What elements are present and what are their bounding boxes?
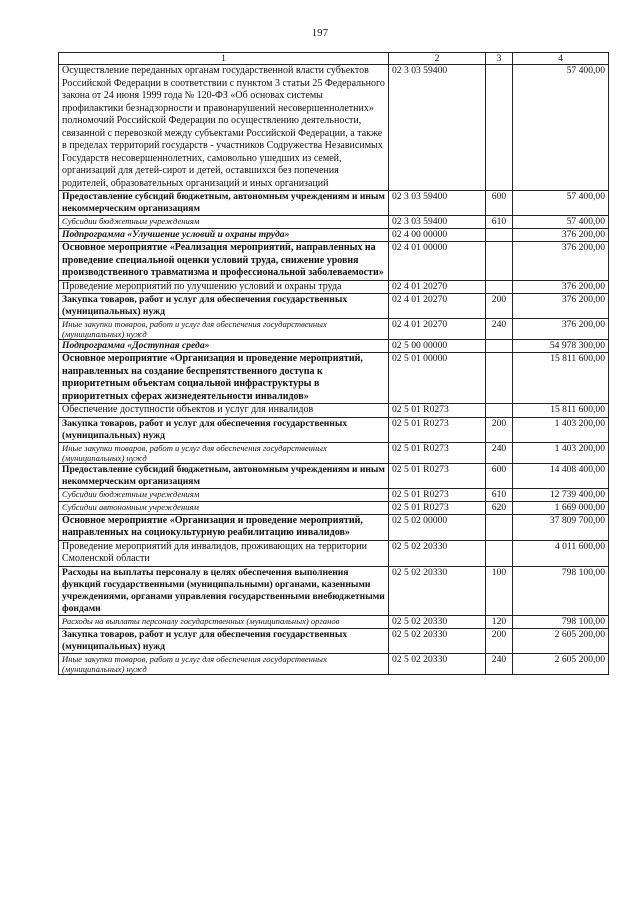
row-name-cell: Подпрограмма «Улучшение условий и охраны труда» <box>59 229 389 242</box>
row-name-cell: Иные закупки товаров, работ и услуг для обеспечения государственных (муниципальных) нужд <box>59 319 389 340</box>
row-name-cell: Проведение мероприятий для инвалидов, проживающих на территории Смоленской области <box>59 540 389 566</box>
table-row <box>59 540 609 566</box>
row-expense-type-cell: 620 <box>486 501 513 514</box>
row-expense-type-cell <box>486 242 513 281</box>
header-sum: 4 <box>513 53 609 65</box>
row-expense-type-cell <box>486 404 513 418</box>
row-code-cell: 02 5 01 R0273 <box>389 463 486 488</box>
row-name-cell: Расходы на выплаты персоналу государственных (муниципальных) органов <box>59 615 389 628</box>
row-code-cell: 02 5 02 20330 <box>389 615 486 628</box>
row-name-cell: Закупка товаров, работ и услуг для обеспечения государственных (муниципальных) нужд <box>59 628 389 653</box>
row-expense-type-cell: 200 <box>486 417 513 442</box>
row-expense-type-cell: 120 <box>486 615 513 628</box>
table-row <box>59 566 609 615</box>
row-expense-type-cell <box>486 340 513 353</box>
row-expense-type-cell <box>486 353 513 404</box>
table-row <box>59 340 609 353</box>
row-name-cell: Основное мероприятие «Организация и проведение мероприятий, направленных на социокультурную реабилитацию инвалидов» <box>59 514 389 540</box>
row-sum-cell: 2 605 200,00 <box>513 628 609 653</box>
row-code-cell: 02 5 02 00000 <box>389 514 486 540</box>
table-row <box>59 514 609 540</box>
row-name-cell: Проведение мероприятий по улучшению условий и охраны труда <box>59 280 389 294</box>
table-row <box>59 216 609 229</box>
row-code-cell: 02 3 03 59400 <box>389 65 486 191</box>
row-expense-type-cell <box>486 280 513 294</box>
header-code: 2 <box>389 53 486 65</box>
row-code-cell: 02 5 01 00000 <box>389 353 486 404</box>
row-code-cell: 02 5 01 R0273 <box>389 417 486 442</box>
row-sum-cell: 798 100,00 <box>513 615 609 628</box>
row-code-cell: 02 4 01 00000 <box>389 242 486 281</box>
row-sum-cell: 14 408 400,00 <box>513 463 609 488</box>
table-row <box>59 501 609 514</box>
row-expense-type-cell: 200 <box>486 294 513 319</box>
row-name-cell: Осуществление переданных органам государственной власти субъектов Российской Федерации в соответствии с пунктом 3 статьи 25 Федерального закона от 24 июня 1999 года № 120-ФЗ «Об основах системы профилактики безнадзорности и правонарушений несовершеннолетних» полномочий Российской Федерации по осуществлению деятельности, связанной с перевозкой между субъектами Российской Федерации, а также в пределах территорий государств - участников Содружества Независимых Государств несовершеннолетних, самовольно ушедших из семей, организаций для детей-сирот и детей, оставшихся без попечения родителей, образовательных организаций и иных организаций <box>59 65 389 191</box>
row-code-cell: 02 5 01 R0273 <box>389 404 486 418</box>
row-expense-type-cell <box>486 229 513 242</box>
table-row <box>59 280 609 294</box>
table-row <box>59 488 609 501</box>
row-sum-cell: 376 200,00 <box>513 229 609 242</box>
row-name-cell: Подпрограмма «Доступная среда» <box>59 340 389 353</box>
row-code-cell: 02 4 01 20270 <box>389 280 486 294</box>
table-row <box>59 65 609 191</box>
row-name-cell: Расходы на выплаты персоналу в целях обеспечения выполнения функций государственными (муниципальными) органами, казенными учреждениями, органами управления государственными внебюджетными фондами <box>59 566 389 615</box>
header-type: 3 <box>486 53 513 65</box>
row-code-cell: 02 5 01 R0273 <box>389 488 486 501</box>
row-name-cell: Субсидии автономным учреждениям <box>59 501 389 514</box>
row-sum-cell: 57 400,00 <box>513 191 609 216</box>
header-row <box>59 53 609 65</box>
row-expense-type-cell: 200 <box>486 628 513 653</box>
row-expense-type-cell: 240 <box>486 319 513 340</box>
row-code-cell: 02 5 00 00000 <box>389 340 486 353</box>
row-sum-cell: 15 811 600,00 <box>513 404 609 418</box>
row-code-cell: 02 3 03 59400 <box>389 216 486 229</box>
table-row <box>59 404 609 418</box>
row-sum-cell: 376 200,00 <box>513 294 609 319</box>
row-code-cell: 02 5 02 20330 <box>389 566 486 615</box>
table-body <box>59 65 609 675</box>
row-code-cell: 02 3 03 59400 <box>389 191 486 216</box>
header-name: 1 <box>59 53 389 65</box>
row-sum-cell: 376 200,00 <box>513 280 609 294</box>
row-sum-cell: 1 669 000,00 <box>513 501 609 514</box>
row-code-cell: 02 5 02 20330 <box>389 628 486 653</box>
row-code-cell: 02 5 02 20330 <box>389 540 486 566</box>
row-sum-cell: 1 403 200,00 <box>513 442 609 463</box>
row-expense-type-cell <box>486 540 513 566</box>
row-name-cell: Иные закупки товаров, работ и услуг для обеспечения государственных (муниципальных) нужд <box>59 653 389 674</box>
table-row <box>59 353 609 404</box>
row-sum-cell: 15 811 600,00 <box>513 353 609 404</box>
table-row <box>59 463 609 488</box>
page-number: 197 <box>311 28 329 39</box>
table-row <box>59 442 609 463</box>
row-name-cell: Иные закупки товаров, работ и услуг для обеспечения государственных (муниципальных) нужд <box>59 442 389 463</box>
row-name-cell: Предоставление субсидий бюджетным, автономным учреждениям и иным некоммерческим организациям <box>59 191 389 216</box>
row-expense-type-cell: 240 <box>486 653 513 674</box>
table-row <box>59 653 609 674</box>
row-sum-cell: 2 605 200,00 <box>513 653 609 674</box>
row-code-cell: 02 4 00 00000 <box>389 229 486 242</box>
row-sum-cell: 12 739 400,00 <box>513 488 609 501</box>
row-sum-cell: 798 100,00 <box>513 566 609 615</box>
row-name-cell: Основное мероприятие «Организация и проведение мероприятий, направленных на создание беспрепятственного доступа к приоритетным объектам социальной инфраструктуры в приоритетных сферах жизнедеятельности инвалидов» <box>59 353 389 404</box>
row-expense-type-cell: 600 <box>486 463 513 488</box>
row-name-cell: Субсидии бюджетным учреждениям <box>59 488 389 501</box>
table-row <box>59 319 609 340</box>
table-row <box>59 417 609 442</box>
row-sum-cell: 54 978 300,00 <box>513 340 609 353</box>
row-expense-type-cell: 100 <box>486 566 513 615</box>
row-name-cell: Предоставление субсидий бюджетным, автономным учреждениям и иным некоммерческим организациям <box>59 463 389 488</box>
row-code-cell: 02 5 01 R0273 <box>389 442 486 463</box>
row-expense-type-cell: 240 <box>486 442 513 463</box>
row-name-cell: Закупка товаров, работ и услуг для обеспечения государственных (муниципальных) нужд <box>59 417 389 442</box>
row-code-cell: 02 5 01 R0273 <box>389 501 486 514</box>
row-code-cell: 02 4 01 20270 <box>389 319 486 340</box>
row-sum-cell: 37 809 700,00 <box>513 514 609 540</box>
row-name-cell: Основное мероприятие «Реализация мероприятий, направленных на проведение специальной оценки условий труда, снижение уровня производственного травматизма и профессиональной заболеваемости» <box>59 242 389 281</box>
table-row <box>59 628 609 653</box>
row-expense-type-cell: 610 <box>486 216 513 229</box>
row-expense-type-cell <box>486 514 513 540</box>
table-row <box>59 242 609 281</box>
row-expense-type-cell <box>486 65 513 191</box>
row-code-cell: 02 5 02 20330 <box>389 653 486 674</box>
row-name-cell: Обеспечение доступности объектов и услуг для инвалидов <box>59 404 389 418</box>
row-sum-cell: 57 400,00 <box>513 216 609 229</box>
row-sum-cell: 1 403 200,00 <box>513 417 609 442</box>
row-sum-cell: 376 200,00 <box>513 242 609 281</box>
table-row <box>59 191 609 216</box>
budget-table <box>58 52 609 675</box>
row-code-cell: 02 4 01 20270 <box>389 294 486 319</box>
row-expense-type-cell: 600 <box>486 191 513 216</box>
row-sum-cell: 376 200,00 <box>513 319 609 340</box>
table-row <box>59 294 609 319</box>
row-name-cell: Субсидии бюджетным учреждениям <box>59 216 389 229</box>
table-row <box>59 615 609 628</box>
row-sum-cell: 57 400,00 <box>513 65 609 191</box>
row-sum-cell: 4 011 600,00 <box>513 540 609 566</box>
row-expense-type-cell: 610 <box>486 488 513 501</box>
table-row <box>59 229 609 242</box>
row-name-cell: Закупка товаров, работ и услуг для обеспечения государственных (муниципальных) нужд <box>59 294 389 319</box>
